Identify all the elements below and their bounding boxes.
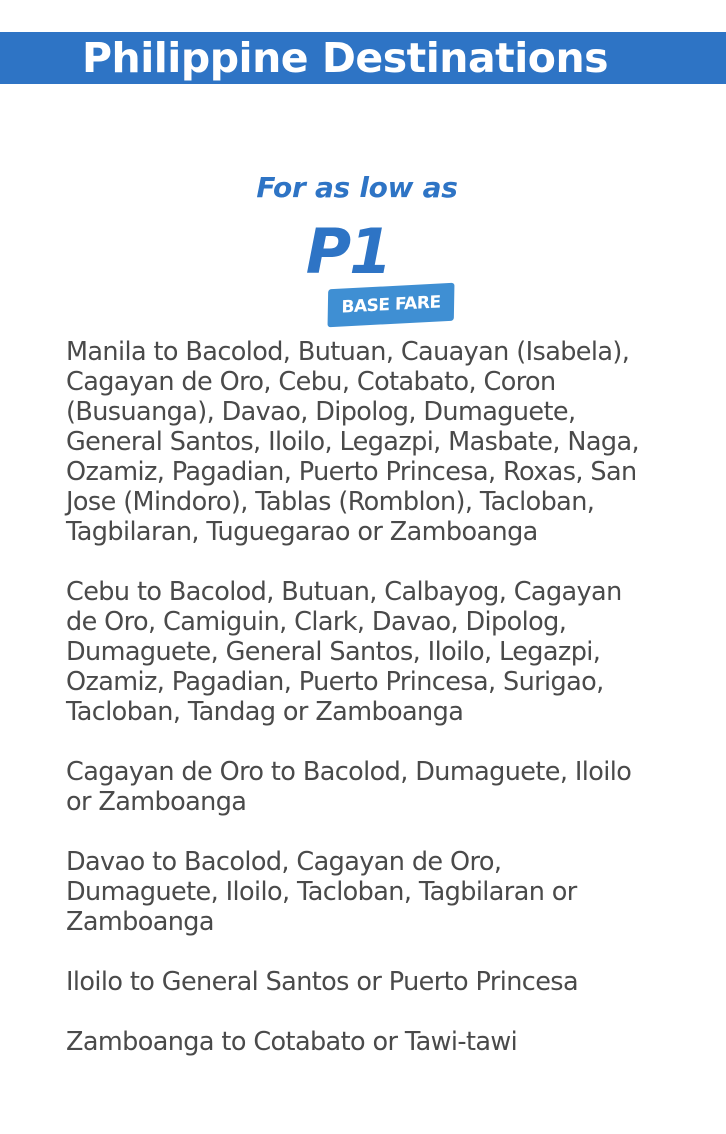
route-item-cebu: Cebu to Bacolod, Butuan, Calbayog, Cagayan de Oro, Camiguin, Clark, Davao, Dipolog, Dumaguete, General Santos, Iloilo, Legazpi, Ozamiz, Pagadian, Puerto Princesa, Surigao, Tacloban, Tandag or Zamboanga [66, 577, 622, 727]
title-banner [0, 32, 726, 84]
promo-price: P1 [305, 215, 391, 288]
base-fare-label: BASE FARE [341, 292, 441, 318]
route-item-manila: Manila to Bacolod, Butuan, Cauayan (Isabela), Cagayan de Oro, Cebu, Cotabato, Coron (Busuanga), Davao, Dipolog, Dumaguete, General Santos, Iloilo, Legazpi, Masbate, Naga, Ozamiz, Pagadian, Puerto Princesa, Roxas, San Jose (Mindoro), Tablas (Romblon), Tacloban, Tagbilaran, Tuguegarao or Zamboanga [66, 337, 640, 547]
route-item-iloilo: Iloilo to General Santos or Puerto Princesa [66, 967, 578, 997]
page-title: Philippine Destinations [81, 34, 609, 82]
route-item-zamboanga: Zamboanga to Cotabato or Tawi-tawi [66, 1027, 518, 1057]
base-fare-badge [328, 283, 455, 328]
route-item-davao: Davao to Bacolod, Cagayan de Oro, Dumaguete, Iloilo, Tacloban, Tagbilaran or Zamboanga [66, 847, 577, 937]
promo-intro-text: For as low as [256, 171, 458, 204]
route-item-cagayan-de-oro: Cagayan de Oro to Bacolod, Dumaguete, Iloilo or Zamboanga [66, 757, 632, 817]
route-list [66, 337, 656, 1057]
